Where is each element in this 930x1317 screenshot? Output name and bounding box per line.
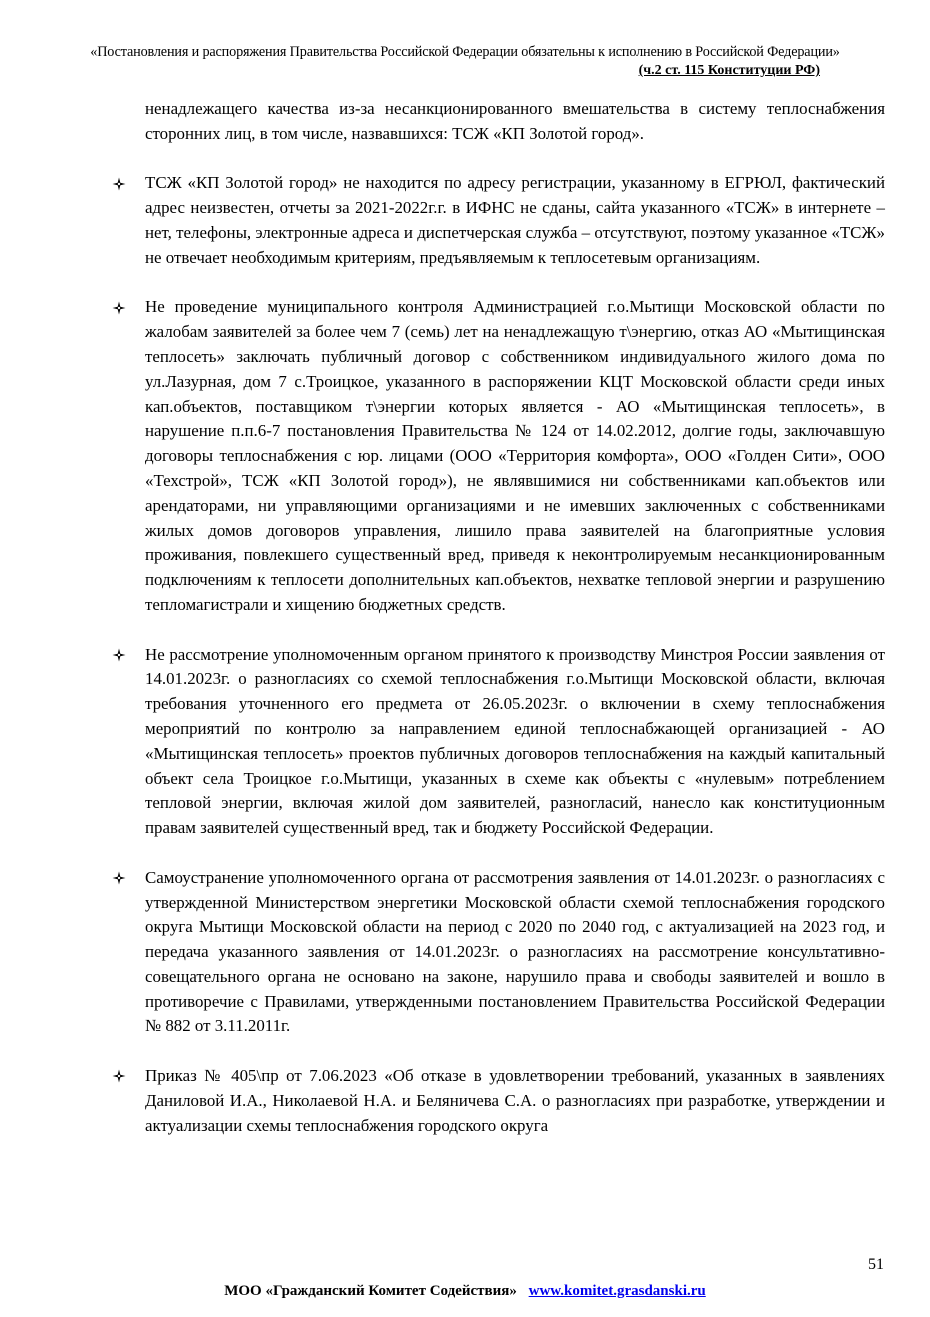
page-header: [0, 44, 930, 78]
paragraph-text: Самоустранение уполномоченного органа от рассмотрения заявления от 14.01.2023г. о разногласиях с утвержденной Министерством энергетики Московской области схемой теплоснабжения городского округа Мытищи Московской области на период с 2020 по 2040 год, с актуализацией на 2023 год, и передача указанного заявления от 14.01.2023г. о разногласиях на рассмотрение консультативно-совещательного органа не основано на законе, нарушило права и свободы заявителей и вошло в противоречие с Правилами, утвержденными постановлением Правительства Российской Федерации № 882 от 3.11.2011г.: [145, 867, 885, 1036]
header-quote: «Постановления и распоряжения Правительства Российской Федерации обязательны к исполнению в Российской Федерации»: [90, 44, 840, 60]
diamond-bullet-icon: [111, 1064, 127, 1089]
diamond-bullet-icon: [111, 643, 127, 668]
paragraph-text: Приказ № 405\пр от 7.06.2023 «Об отказе в удовлетворении требований, указанных в заявлениях Даниловой И.А., Николаевой Н.А. и Беляничева С.А. о разногласиях при разработке, утверждении и актуализации схемы теплоснабжения городского округа: [145, 1066, 885, 1135]
footer-organization: МОО «Гражданский Комитет Содействия»: [224, 1283, 517, 1299]
paragraph-text: ТСЖ «КП Золотой город» не находится по адресу регистрации, указанному в ЕГРЮЛ, фактический адрес неизвестен, отчеты за 2021-2022г.г. в ИФНС не сданы, сайта указанного «ТСЖ» в интернете – нет, телефоны, электронные адреса и диспетчерская служба – отсутствуют, поэтому указанное «ТСЖ» не отвечает необходимым критериям, предъявляемым к теплосетевым организациям.: [145, 173, 885, 267]
paragraph-text: Не проведение муниципального контроля Администрацией г.о.Мытищи Московской области по жалобам заявителей за более чем 7 (семь) лет на ненадлежащую т\энергию, отказ АО «Мытищинская теплосеть» заключать публичный договор с собственником индивидуального жилого дома по ул.Лазурная, дом 7 с.Троицкое, указанного в распоряжении КЦТ Московской области среди иных кап.объектов, поставщиком т\энергии которых является - АО «Мытищинская теплосеть», в нарушение п.п.6-7 постановления Правительства № 124 от 14.02.2012, долгие годы, заключавшую договоры теплоснабжения с юр. лицами (ООО «Территория комфорта», ООО «Голден Сити», ООО «Техстрой», ТСЖ «КП Золотой город»), не являвшимися ни собственниками кап.объектов или арендаторами, ни управляющими организациями и не имевших заключенных с собственниками жилых домов договоров управления, лишило права заявителей на благоприятные условия проживания, повлекшего существенный вред, приведя к неконтролируемым несанкционированным подключениям к теплосети дополнительных кап.объектов, нехватке тепловой энергии и разрушению тепломагистрали и хищению бюджетных средств.: [145, 297, 885, 614]
page-footer: [0, 1282, 930, 1300]
paragraph-text: ненадлежащего качества из-за несанкционированного вмешательства в систему теплоснабжения сторонних лиц, в том числе, назвавшихся: ТСЖ «КП Золотой город».: [145, 99, 885, 143]
diamond-bullet-icon: [111, 295, 127, 320]
diamond-bullet-icon: [111, 171, 127, 196]
bullet-paragraph: [145, 295, 885, 617]
bullet-paragraph: [145, 643, 885, 841]
paragraph-text: Не рассмотрение уполномоченным органом принятого к производству Минстроя России заявления от 14.01.2023г. о разногласиях со схемой теплоснабжения г.о.Мытищи Московской области, включая требования уточненного его предмета от 26.05.2023г. о включении в схему теплоснабжения мероприятий по контролю за направлением единой теплоснабжающей организацией - АО «Мытищинская теплосеть» проектов публичных договоров теплоснабжения на каждый капитальный объект села Троицкое г.о.Мытищи, указанных в схеме как объекты с «нулевым» потреблением тепловой энергии, включая жилой дом заявителей, разногласий, нанесло как конституционным правам заявителей существенный вред, так и бюджету Российской Федерации.: [145, 644, 885, 838]
header-citation: (ч.2 ст. 115 Конституции РФ): [638, 63, 820, 78]
document-body: [145, 97, 885, 1138]
bullet-paragraph: [145, 866, 885, 1040]
bullet-paragraph: [145, 1064, 885, 1138]
bullet-paragraph: [145, 171, 885, 270]
footer-website-link[interactable]: www.komitet.grasdanski.ru: [528, 1283, 706, 1299]
diamond-bullet-icon: [111, 866, 127, 891]
paragraph-continuation: [145, 97, 885, 147]
page-number: 51: [868, 1256, 884, 1273]
